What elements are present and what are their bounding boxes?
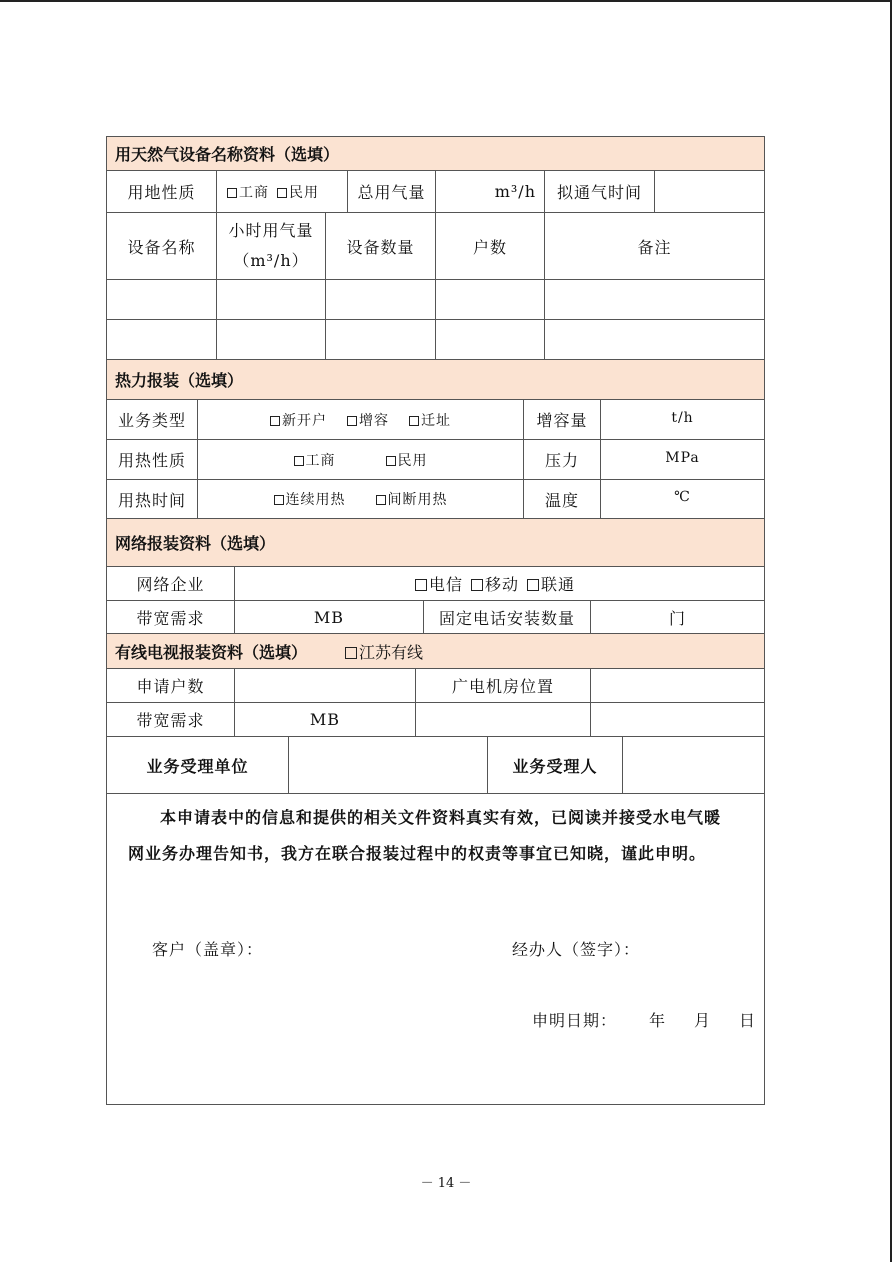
checkbox-icon	[277, 188, 287, 198]
cable-tv-title: 有线电视报装资料（选填）	[115, 642, 308, 662]
table-cell[interactable]	[107, 280, 216, 319]
land-use-option-residential[interactable]	[277, 182, 319, 202]
network-enterprise-options	[235, 567, 764, 600]
declaration-line-2: 网业务办理告知书，我方在联合报装过程中的权责等事宜已知晓，谨此申明。	[128, 844, 707, 863]
checkbox-icon	[274, 495, 284, 505]
page-number: － 14 －	[420, 1176, 472, 1191]
date-day: 日	[739, 1011, 757, 1030]
checkbox-icon	[415, 579, 427, 591]
land-use-label: 用地性质	[127, 183, 196, 202]
checkbox-icon	[227, 188, 237, 198]
gas-section-title: 用天然气设备名称资料（选填）	[107, 137, 764, 170]
cable-bandwidth-unit[interactable]: MB	[309, 710, 341, 729]
network-section-title: 网络报装资料（选填）	[107, 519, 764, 566]
cable-room-label: 广电机房位置	[451, 677, 554, 696]
network-bandwidth-unit[interactable]: MB	[313, 607, 345, 627]
option-label: 新开户	[282, 412, 327, 429]
cable-bandwidth-label: 带宽需求	[136, 711, 205, 730]
phone-count-unit[interactable]: 门	[668, 608, 686, 628]
total-gas-unit[interactable]: m³/h	[494, 182, 536, 201]
option-label: 间断用热	[387, 492, 448, 508]
capacity-unit[interactable]: t/h	[671, 409, 694, 426]
table-cell[interactable]	[416, 703, 590, 736]
table-cell[interactable]	[217, 280, 325, 319]
agent-signature-label: 经办人（签字）：	[512, 940, 641, 959]
option-label: 迁址	[421, 412, 451, 429]
acceptance-person-field[interactable]	[623, 737, 764, 793]
network-enterprise-label: 网络企业	[136, 575, 205, 594]
option-label: 联通	[541, 575, 576, 594]
date-year: 年	[649, 1011, 667, 1030]
table-cell[interactable]	[326, 320, 435, 359]
table-cell[interactable]	[545, 280, 764, 319]
cable-tv-section-title	[107, 634, 764, 668]
option-label: 电信	[429, 575, 464, 594]
date-month: 月	[694, 1011, 712, 1030]
pressure-label: 压力	[544, 451, 579, 470]
total-gas-label: 总用气量	[357, 183, 426, 202]
business-type-option-increase[interactable]	[347, 410, 389, 430]
pressure-unit[interactable]: MPa	[665, 449, 700, 466]
checkbox-icon	[471, 579, 483, 591]
phone-count-label: 固定电话安装数量	[438, 608, 575, 628]
header-device-count: 设备数量	[346, 237, 415, 257]
header-households: 户数	[472, 237, 507, 257]
heat-nature-label: 用热性质	[117, 451, 186, 470]
checkbox-icon	[409, 416, 419, 426]
network-option-unicom[interactable]	[527, 572, 575, 595]
table-cell[interactable]	[545, 320, 764, 359]
table-cell[interactable]	[326, 280, 435, 319]
option-label: 增容	[359, 412, 389, 429]
declaration-text	[128, 800, 758, 872]
header-hourly-gas-unit: （m³/h）	[233, 251, 309, 270]
table-cell[interactable]	[107, 320, 216, 359]
option-label: 民用	[289, 184, 319, 201]
business-type-options	[198, 400, 523, 439]
declaration-date-label: 申明日期：	[532, 1011, 618, 1030]
checkbox-icon	[386, 456, 396, 466]
checkbox-icon	[347, 416, 357, 426]
header-remarks: 备注	[637, 237, 672, 257]
cable-households-field[interactable]	[235, 669, 415, 702]
table-cell[interactable]	[436, 320, 544, 359]
divider	[106, 793, 765, 794]
checkbox-icon	[527, 579, 539, 591]
acceptance-unit-label: 业务受理单位	[146, 756, 249, 776]
capacity-label: 增容量	[536, 411, 588, 430]
checkbox-icon	[294, 456, 304, 466]
checkbox-icon	[345, 647, 357, 659]
customer-seal-label: 客户（盖章）：	[152, 940, 264, 959]
cable-tv-provider-option[interactable]	[345, 640, 423, 663]
option-label: 工商	[239, 184, 269, 201]
option-label: 民用	[397, 452, 428, 469]
checkbox-icon	[376, 495, 386, 505]
heat-time-label: 用热时间	[117, 490, 186, 510]
page-top-border	[0, 0, 892, 2]
heat-nature-option-commercial[interactable]	[294, 450, 336, 470]
declaration-line-1: 本申请表中的信息和提供的相关文件资料真实有效，已阅读并接受水电气暖	[160, 808, 722, 827]
table-cell[interactable]	[591, 703, 764, 736]
heat-nature-options	[198, 440, 523, 479]
header-hourly-gas-line1: 小时用气量	[228, 221, 314, 240]
temperature-label: 温度	[544, 490, 579, 510]
option-label: 工商	[305, 452, 336, 469]
network-option-mobile[interactable]	[471, 572, 519, 595]
header-hourly-gas	[217, 213, 325, 279]
cable-room-field[interactable]	[591, 669, 764, 702]
heat-time-option-intermittent[interactable]	[376, 489, 448, 509]
business-type-label: 业务类型	[117, 411, 186, 430]
header-device-name: 设备名称	[127, 237, 196, 257]
option-label: 连续用热	[285, 492, 346, 508]
business-type-option-new[interactable]	[270, 410, 327, 430]
gas-time-field[interactable]	[655, 171, 764, 212]
heat-nature-option-residential[interactable]	[386, 450, 428, 470]
network-bandwidth-label: 带宽需求	[136, 608, 205, 628]
heat-time-options	[198, 480, 523, 518]
option-label: 移动	[485, 575, 520, 594]
table-cell[interactable]	[436, 280, 544, 319]
option-label: 江苏有线	[359, 642, 424, 662]
network-option-telecom[interactable]	[415, 572, 463, 595]
gas-time-label: 拟通气时间	[556, 183, 642, 202]
heat-section-title: 热力报装（选填）	[107, 360, 764, 399]
land-use-options	[217, 171, 347, 212]
business-type-option-relocate[interactable]	[409, 410, 451, 430]
heat-time-option-continuous[interactable]	[274, 489, 346, 509]
table-cell[interactable]	[217, 320, 325, 359]
acceptance-person-label: 业务受理人	[512, 756, 598, 776]
cable-households-label: 申请户数	[136, 677, 205, 696]
checkbox-icon	[270, 416, 280, 426]
acceptance-unit-field[interactable]	[289, 737, 487, 793]
temperature-unit[interactable]: ℃	[674, 489, 691, 505]
land-use-option-commercial[interactable]	[227, 182, 269, 202]
